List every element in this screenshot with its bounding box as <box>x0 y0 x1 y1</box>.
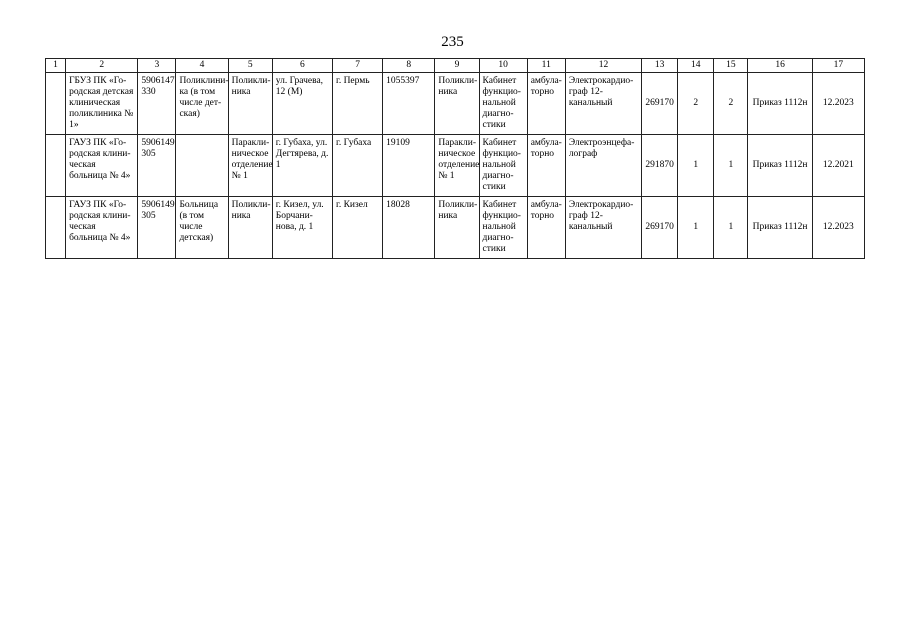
table-cell <box>46 135 66 197</box>
table-cell: Поликли- ника <box>228 197 272 259</box>
table-cell: Поликли- ника <box>435 197 479 259</box>
table-cell: 1 <box>678 135 714 197</box>
table-cell: 12.2023 <box>812 73 864 135</box>
table-cell: 2 <box>678 73 714 135</box>
table-cell: амбула- торно <box>527 135 565 197</box>
table-cell <box>176 135 228 197</box>
column-number: 17 <box>812 59 864 73</box>
table-row <box>46 135 865 197</box>
table-cell: Приказ 1112н <box>748 135 812 197</box>
table-cell: 269170 <box>642 197 678 259</box>
column-number: 9 <box>435 59 479 73</box>
table-cell: ул. Грачева, 12 (М) <box>272 73 332 135</box>
table-cell: г. Кизел, ул. Борчани- нова, д. 1 <box>272 197 332 259</box>
column-number: 16 <box>748 59 812 73</box>
table-cell: г. Пермь <box>333 73 383 135</box>
column-number: 6 <box>272 59 332 73</box>
table-cell: амбула- торно <box>527 197 565 259</box>
table-cell: 5906149 305 <box>138 135 176 197</box>
table-cell: Приказ 1112н <box>748 197 812 259</box>
table-cell: 269170 <box>642 73 678 135</box>
table-cell: Поликли- ника <box>228 73 272 135</box>
table-cell: амбула- торно <box>527 73 565 135</box>
column-number: 2 <box>66 59 138 73</box>
table-cell: г. Губаха, ул. Дегтярева, д. 1 <box>272 135 332 197</box>
table-row <box>46 197 865 259</box>
table-cell: 12.2021 <box>812 135 864 197</box>
table-cell: Электрокардио- граф 12- канальный <box>565 73 641 135</box>
table-cell: Кабинет функцио- нальной диагно- стики <box>479 73 527 135</box>
table-cell: 5906147 330 <box>138 73 176 135</box>
column-number: 4 <box>176 59 228 73</box>
table-cell: 1055397 <box>383 73 435 135</box>
table-cell: г. Губаха <box>333 135 383 197</box>
table-cell: ГАУЗ ПК «Го- родская клини- ческая больница № 4» <box>66 135 138 197</box>
column-number: 7 <box>333 59 383 73</box>
column-number: 10 <box>479 59 527 73</box>
column-number-row <box>46 59 865 73</box>
table-cell: Поликлини- ка (в том числе дет- ская) <box>176 73 228 135</box>
table-cell: Паракли- ническое отделение № 1 <box>435 135 479 197</box>
column-number: 13 <box>642 59 678 73</box>
table-cell: Приказ 1112н <box>748 73 812 135</box>
table-cell: ГБУЗ ПК «Го- родская детская клиническая поликлиника № 1» <box>66 73 138 135</box>
table-cell: ГАУЗ ПК «Го- родская клини- ческая больница № 4» <box>66 197 138 259</box>
table-cell: 1 <box>714 197 748 259</box>
table-cell: Электроэнцефа- лограф <box>565 135 641 197</box>
column-number: 14 <box>678 59 714 73</box>
table-row <box>46 73 865 135</box>
table-cell <box>46 197 66 259</box>
table-cell: Кабинет функцио- нальной диагно- стики <box>479 197 527 259</box>
column-number: 8 <box>383 59 435 73</box>
table-cell: г. Кизел <box>333 197 383 259</box>
column-number: 15 <box>714 59 748 73</box>
column-number: 3 <box>138 59 176 73</box>
column-number: 11 <box>527 59 565 73</box>
table-cell: 1 <box>714 135 748 197</box>
table-cell: 1 <box>678 197 714 259</box>
table-cell: Поликли- ника <box>435 73 479 135</box>
column-number: 12 <box>565 59 641 73</box>
table-cell: 5906149 305 <box>138 197 176 259</box>
table-cell: 19109 <box>383 135 435 197</box>
page-number: 235 <box>441 34 464 50</box>
table-cell: Электрокардио- граф 12- канальный <box>565 197 641 259</box>
column-number: 5 <box>228 59 272 73</box>
table-cell <box>46 73 66 135</box>
table-cell: Паракли- ническое отделение № 1 <box>228 135 272 197</box>
data-table <box>45 58 865 259</box>
table-cell: 291870 <box>642 135 678 197</box>
column-number: 1 <box>46 59 66 73</box>
table-cell: 12.2023 <box>812 197 864 259</box>
table-cell: Больница (в том числе детская) <box>176 197 228 259</box>
table-cell: 18028 <box>383 197 435 259</box>
table-cell: 2 <box>714 73 748 135</box>
table-cell: Кабинет функцио- нальной диагно- стики <box>479 135 527 197</box>
